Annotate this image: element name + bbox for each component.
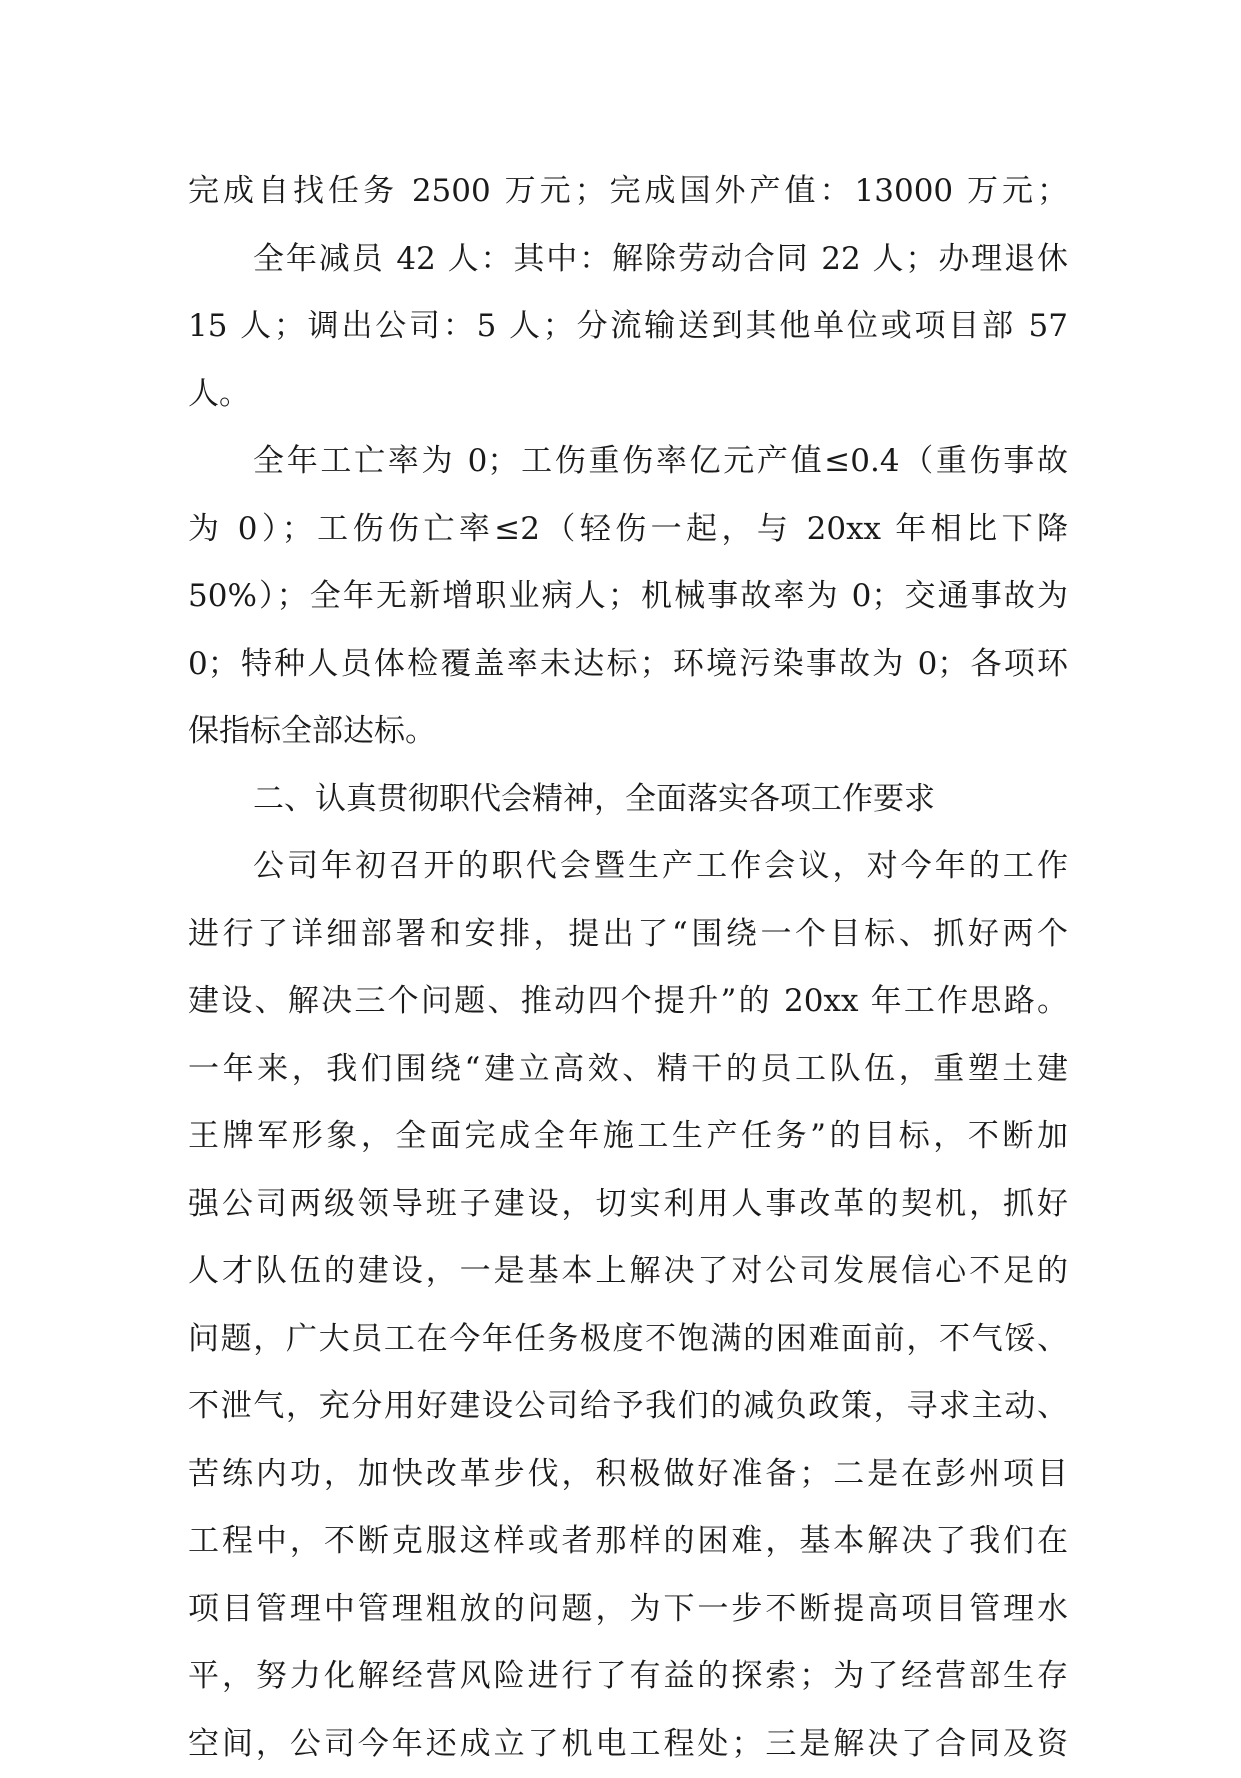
text-line: 强公司两级领导班子建设，切实利用人事改革的契机，抓好 [188, 1171, 1068, 1239]
text-line: 15 人；调出公司：5 人；分流输送到其他单位或项目部 57 [188, 293, 1068, 361]
text-line: 工程中，不断克服这样或者那样的困难，基本解决了我们在 [188, 1508, 1068, 1576]
text-line: 全年减员 42 人：其中：解除劳动合同 22 人；办理退休 [188, 226, 1068, 294]
text-line: 完成自找任务 2500 万元；完成国外产值：13000 万元； [188, 158, 1068, 226]
body-text [188, 158, 1068, 1778]
text-line: 公司年初召开的职代会暨生产工作会议，对今年的工作 [188, 833, 1068, 901]
text-line: 空间，公司今年还成立了机电工程处；三是解决了合同及资 [188, 1711, 1068, 1778]
text-line: 50%）；全年无新增职业病人；机械事故率为 0；交通事故为 [188, 563, 1068, 631]
text-line: 问题，广大员工在今年任务极度不饱满的困难面前，不气馁、 [188, 1306, 1068, 1374]
text-line: 人。 [188, 361, 1068, 429]
text-line: 人才队伍的建设，一是基本上解决了对公司发展信心不足的 [188, 1238, 1068, 1306]
text-line: 全年工亡率为 0；工伤重伤率亿元产值≤0.4（重伤事故 [188, 428, 1068, 496]
text-line: 苦练内功，加快改革步伐，积极做好准备；二是在彭州项目 [188, 1441, 1068, 1509]
text-line: 进行了详细部署和安排，提出了“围绕一个目标、抓好两个 [188, 901, 1068, 969]
text-line: 项目管理中管理粗放的问题，为下一步不断提高项目管理水 [188, 1576, 1068, 1644]
text-line: 平，努力化解经营风险进行了有益的探索；为了经营部生存 [188, 1643, 1068, 1711]
text-line: 建设、解决三个问题、推动四个提升”的 20xx 年工作思路。 [188, 968, 1068, 1036]
text-line: 为 0）；工伤伤亡率≤2（轻伤一起，与 20xx 年相比下降 [188, 496, 1068, 564]
text-line: 王牌军形象，全面完成全年施工生产任务”的目标，不断加 [188, 1103, 1068, 1171]
text-line: 一年来，我们围绕“建立高效、精干的员工队伍，重塑土建 [188, 1036, 1068, 1104]
text-line: 保指标全部达标。 [188, 698, 1068, 766]
text-line: 0；特种人员体检覆盖率未达标；环境污染事故为 0；各项环 [188, 631, 1068, 699]
section-heading: 二、认真贯彻职代会精神，全面落实各项工作要求 [188, 766, 1068, 834]
text-line: 不泄气，充分用好建设公司给予我们的减负政策，寻求主动、 [188, 1373, 1068, 1441]
